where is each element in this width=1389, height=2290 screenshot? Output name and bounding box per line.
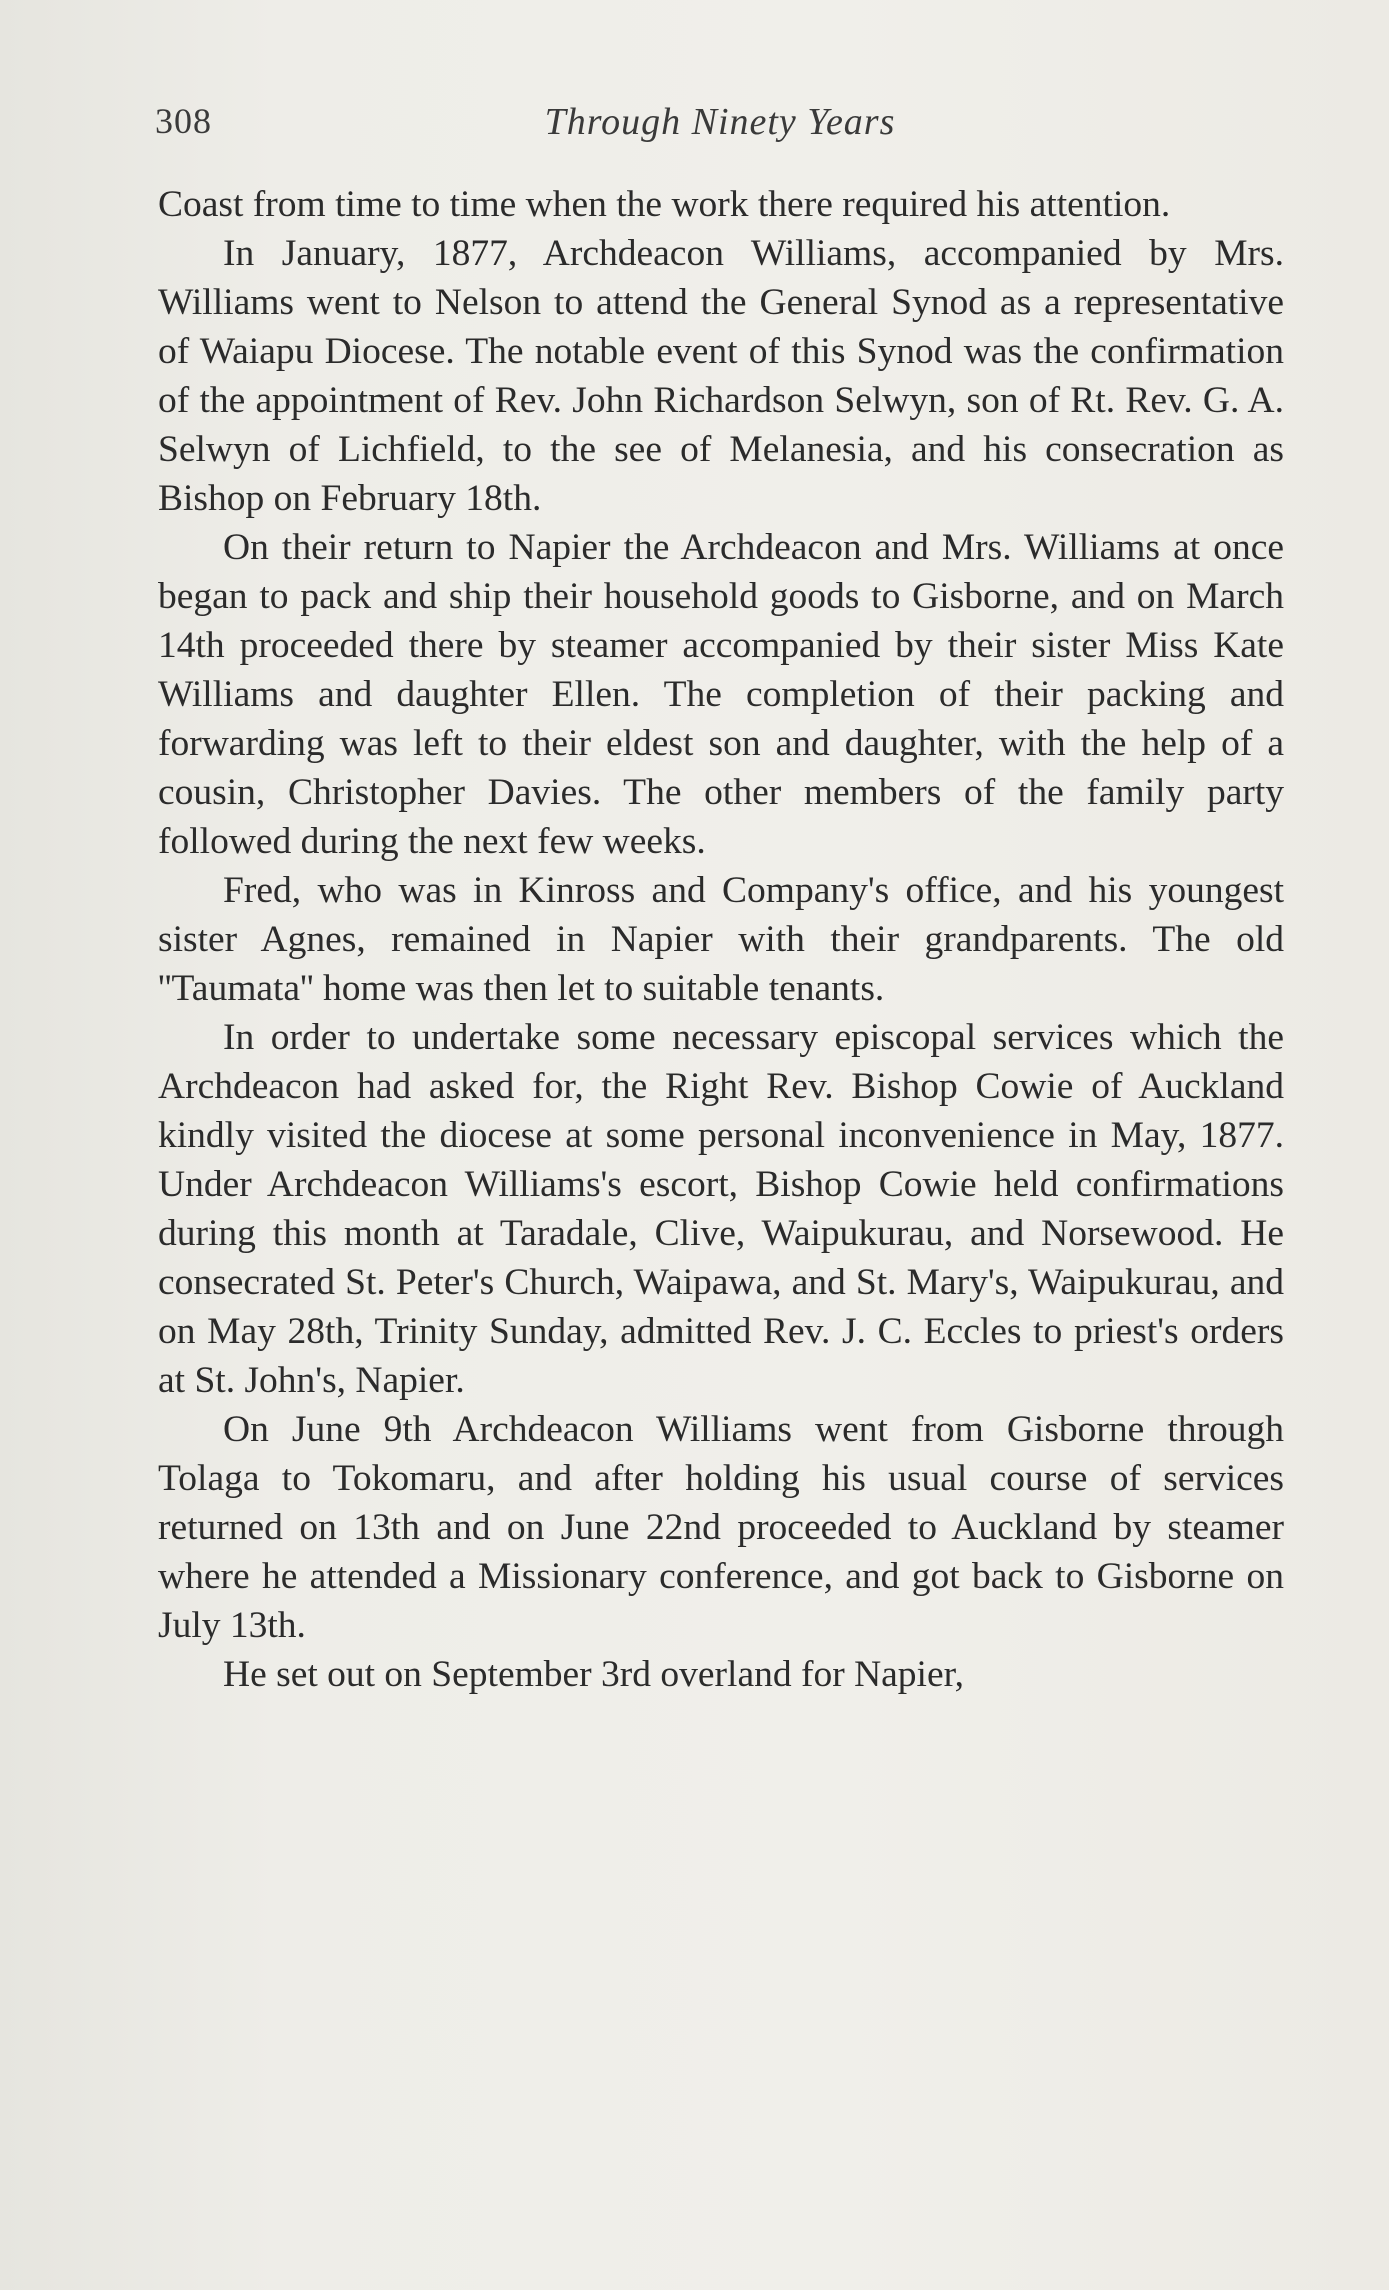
paragraph-bishop-cowie: In order to undertake some necessary episcopal services which the Archdeacon had asked for, the Right Rev. Bishop Cowie of Auckland kindly visited the diocese at some personal inconvenience in May, 1877. Under Archdeacon Williams's escort, Bishop Cowie held confirmations during this month at Taradale, Clive, Waipukurau, and Norsewood. He consecrated St. Peter's Church, Waipawa, and St. Mary's, Waipukurau, and on May 28th, Trinity Sunday, admitted Rev. J. C. Eccles to priest's orders at St. John's, Napier. (158, 1017, 1284, 1401)
page-header (155, 100, 1285, 160)
running-title: Through Ninety Years (544, 101, 896, 143)
paragraph-fred-and-agnes: Fred, who was in Kinross and Company's office, and his youngest sister Agnes, remained in Napier with their grandparents. The old ''Taumata'' home was then let to suitable tenants. (158, 870, 1284, 1009)
paragraph-september-journey: He set out on September 3rd overland for Napier, (223, 1654, 964, 1695)
paragraph-continuation: Coast from time to time when the work there required his attention. (158, 184, 1171, 225)
paragraph-general-synod: In January, 1877, Archdeacon Williams, accompanied by Mrs. Williams went to Nelson to attend the General Synod as a representative of Waiapu Diocese. The notable event of this Synod was the confirmation of the appointment of Rev. John Richardson Selwyn, son of Rt. Rev. G. A. Selwyn of Lichfield, to the see of Melanesia, and his consecration as Bishop on February 18th. (158, 233, 1284, 519)
page-number: 308 (155, 101, 212, 141)
paragraph-tokomaru-journey: On June 9th Archdeacon Williams went from Gisborne through Tolaga to Tokomaru, and after holding his usual course of services returned on 13th and on June 22nd proceeded to Auckland by steamer where he attended a Missionary conference, and got back to Gisborne on July 13th. (158, 1409, 1284, 1646)
body-text (158, 180, 1284, 1699)
paragraph-move-to-gisborne: On their return to Napier the Archdeacon and Mrs. Williams at once began to pack and ship their household goods to Gisborne, and on March 14th proceeded there by steamer accompanied by their sister Miss Kate Williams and daughter Ellen. The completion of their packing and forwarding was left to their eldest son and daughter, with the help of a cousin, Christopher Davies. The other members of the family party followed during the next few weeks. (158, 527, 1284, 862)
